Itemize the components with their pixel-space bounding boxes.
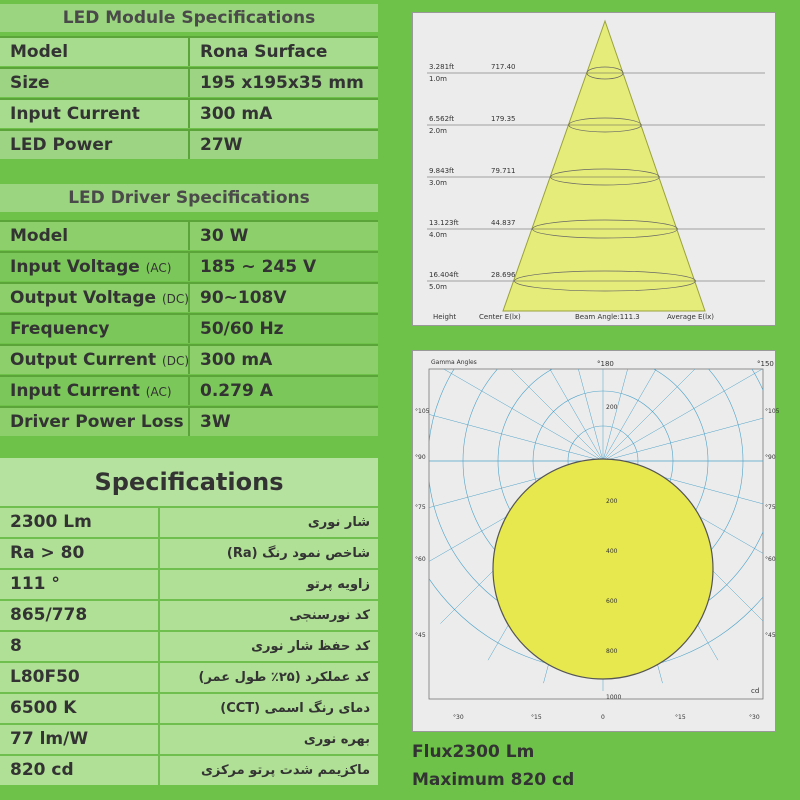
cone-svg [413,13,777,327]
cone-m-label: 1.0m [429,75,447,83]
driver-key: Input Current (AC) [0,377,190,405]
driver-key: Output Voltage (DC) [0,284,190,312]
polar-angle-bottom: °30 [749,714,760,721]
driver-value: 300 mA [200,350,273,370]
flux-caption: Flux2300 Lm [412,742,535,762]
cone-ft-label: 3.281ft [429,63,455,71]
polar-angle-left: °60 [415,556,426,563]
module-value: 195 x195x35 mm [200,73,364,93]
polar-angle-bottom: °30 [453,714,464,721]
spec-value: 8 [0,632,160,661]
driver-value: 90~108V [200,288,287,308]
cone-m-label: 5.0m [429,283,447,291]
driver-value: 0.279 A [200,381,273,401]
cone-e-label: 28.696 [491,271,516,279]
polar-angle-bottom: °15 [675,714,686,721]
polar-diagram [412,350,780,732]
module-key: Input Current [0,100,190,128]
polar-radial-label: 200 [606,498,618,505]
polar-angle-bottom: 0 [601,714,605,721]
cone-e-label: 79.711 [491,167,516,175]
spec-key: ماکزیمم شدت پرتو مرکزی [201,763,370,778]
cone-ft-label: 6.562ft [429,115,455,123]
driver-key: Input Voltage (AC) [0,253,190,281]
polar-top-angle: °180 [597,360,614,368]
cone-ft-label: 16.404ft [429,271,459,279]
spec-key: دمای رنگ اسمی (CCT) [220,701,370,716]
polar-angle-left: °45 [415,632,426,639]
spec-key: بهره نوری [303,732,370,747]
spec-key: زاویه پرتو [306,577,370,592]
spec-value: Ra > 80 [0,539,160,568]
cone-m-label: 3.0m [429,179,447,187]
cone-footer-beam: Beam Angle:111.3 [575,313,640,321]
cone-footer-center: Center E(lx) [479,313,521,321]
polar-angle-bottom: °15 [531,714,542,721]
spec-key: شاخص نمود رنگ (Ra) [226,546,370,561]
polar-radial-label: 400 [606,548,618,555]
module-value: 27W [200,135,243,155]
spec-key: کد عملکرد (۲۵٪ طول عمر) [198,670,370,685]
module-key: Model [0,38,190,66]
driver-value: 185 ~ 245 V [200,257,317,277]
cone-ft-label: 9.843ft [429,167,455,175]
polar-angle-left: °105 [415,408,430,415]
cone-e-label: 44.837 [491,219,516,227]
cone-footer-avg: Average E(lx) [667,313,714,321]
cone-ft-label: 13.123ft [429,219,459,227]
polar-title: Gamma Angles [431,359,477,366]
polar-svg [413,351,780,733]
driver-key: Model [0,222,190,250]
cone-e-label: 179.35 [491,115,516,123]
max-caption: Maximum 820 cd [412,770,575,790]
cone-m-label: 2.0m [429,127,447,135]
module-value: 300 mA [200,104,273,124]
spec-value: 820 cd [0,756,160,785]
polar-angle-right: °60 [765,556,776,563]
driver-key: Output Current (DC) [0,346,190,374]
beam-cone [503,21,705,311]
polar-radial-label: 200 [606,404,618,411]
polar-radial-label: 800 [606,648,618,655]
driver-value: 50/60 Hz [200,319,284,339]
spec-column [0,0,378,800]
module-key: Size [0,69,190,97]
polar-right-top: °150 [757,360,774,368]
spec-value: L80F50 [0,663,160,692]
driver-title: LED Driver Specifications [0,184,378,212]
polar-angle-left: °90 [415,454,426,461]
driver-key: Frequency [0,315,190,343]
module-key: LED Power [0,131,190,159]
spec-key: شار نوری [307,515,370,530]
polar-radial-label: 1000 [606,694,622,701]
cone-footer-height: Height [433,313,457,321]
cone-m-label: 4.0m [429,231,447,239]
module-value: Rona Surface [200,42,328,62]
spec-key: کد حفظ شار نوری [251,639,370,654]
driver-key: Driver Power Loss [0,408,190,436]
driver-value: 3W [200,412,231,432]
spec-value: 6500 K [0,694,160,723]
polar-radial-label: 600 [606,598,618,605]
spec-value: 77 lm/W [0,725,160,754]
specs-title: Specifications [0,458,378,506]
polar-angle-left: °75 [415,504,426,511]
polar-angle-right: °105 [765,408,780,415]
intensity-curve [493,459,713,679]
module-title: LED Module Specifications [0,4,378,32]
polar-unit: cd [751,687,760,695]
polar-angle-right: °90 [765,454,776,461]
driver-value: 30 W [200,226,249,246]
polar-angle-right: °75 [765,504,776,511]
cone-e-label: 717.40 [491,63,516,71]
spec-value: 111 ° [0,570,160,599]
cone-diagram [412,12,776,326]
spec-value: 865/778 [0,601,160,630]
spec-key: کد نورسنجی [289,608,370,623]
polar-angle-right: °45 [765,632,776,639]
spec-value: 2300 Lm [0,508,160,537]
